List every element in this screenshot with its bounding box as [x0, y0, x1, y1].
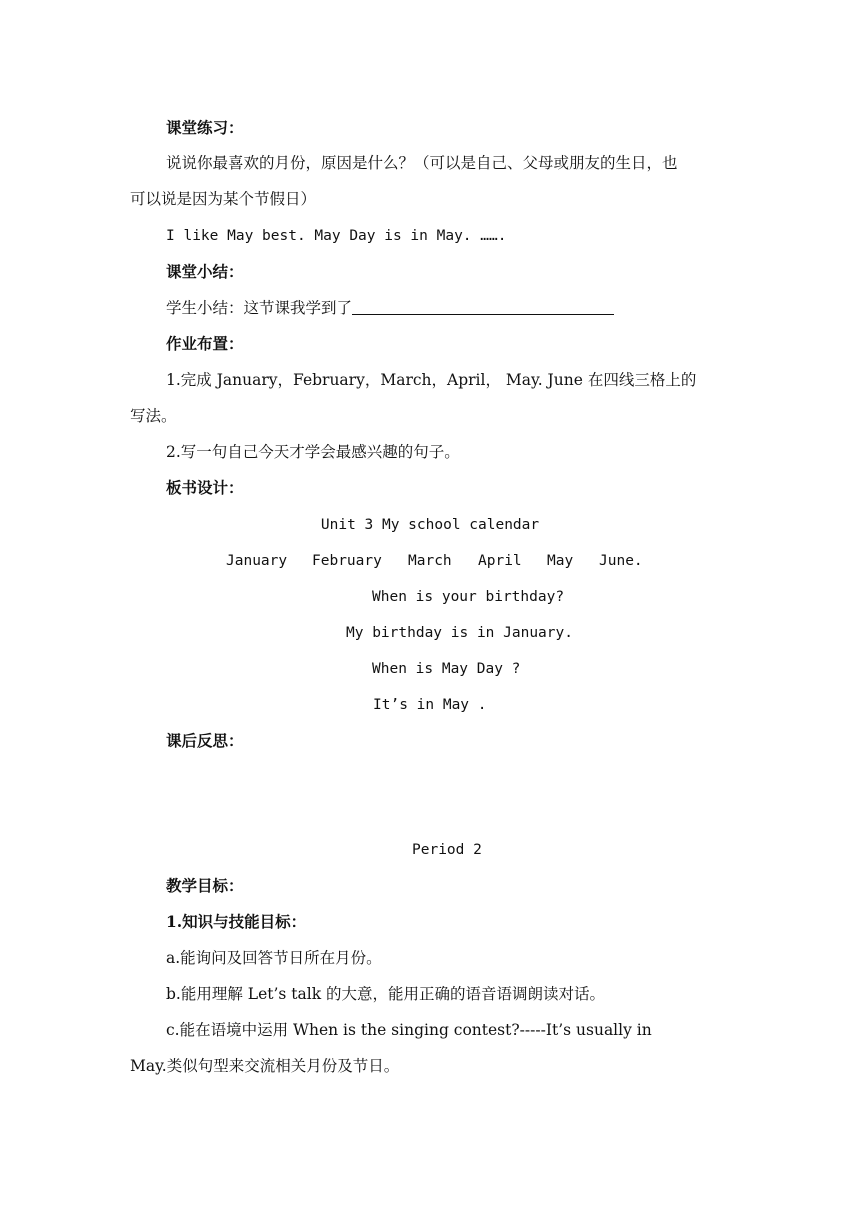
board-heading: 板书设计：: [166, 478, 244, 497]
month-january: January: [226, 553, 288, 569]
board-question-2: When is May Day ?: [372, 661, 521, 677]
homework-item1-line1: 1.完成 January，February，March，April， May. June 在四线三格上的: [166, 371, 697, 389]
board-answer-1: My birthday is in January.: [346, 625, 573, 641]
homework-item1-line2: 写法。: [130, 407, 177, 425]
practice-heading: 课堂练习：: [166, 118, 244, 137]
homework-item2: 2.写一句自己今天才学会最感兴趣的句子。: [166, 443, 460, 461]
goal-item-a: a.能询问及回答节日所在月份。: [166, 949, 382, 967]
goal-item-c-line1: c.能在语境中运用 When is the singing contest?-----It’s usually in: [166, 1021, 652, 1039]
summary-heading: 课堂小结：: [166, 262, 244, 281]
goal-item-b: b.能用理解 Let’s talk 的大意，能用正确的语音语调朗读对话。: [166, 985, 606, 1003]
month-may: May: [547, 553, 574, 569]
month-february: February: [312, 553, 382, 569]
month-march: March: [408, 553, 452, 569]
summary-prompt: 学生小结：这节课我学到了: [166, 299, 353, 317]
goal-item-c-line2: May.类似句型来交流相关月份及节日。: [130, 1057, 400, 1075]
homework-heading: 作业布置：: [166, 334, 244, 353]
reflection-heading: 课后反思：: [166, 731, 244, 750]
month-april: April: [478, 553, 522, 569]
goals-heading: 教学目标：: [166, 876, 244, 895]
month-june: June.: [599, 553, 643, 569]
board-question-1: When is your birthday?: [372, 589, 565, 605]
answer-blank-line: [352, 298, 614, 315]
board-title: Unit 3 My school calendar: [320, 517, 540, 533]
board-answer-2: It’s in May .: [373, 697, 487, 713]
summary-line: [166, 297, 614, 319]
practice-example: I like May best. May Day is in May. …….: [166, 228, 507, 244]
goal1-heading: 1.知识与技能目标：: [166, 912, 307, 931]
practice-text-line2: 可以说是因为某个节假日）: [130, 190, 317, 208]
period-2-title: Period 2: [412, 842, 482, 858]
practice-text-line1: 说说你最喜欢的月份，原因是什么？（可以是自己、父母或朋友的生日，也: [166, 154, 678, 172]
